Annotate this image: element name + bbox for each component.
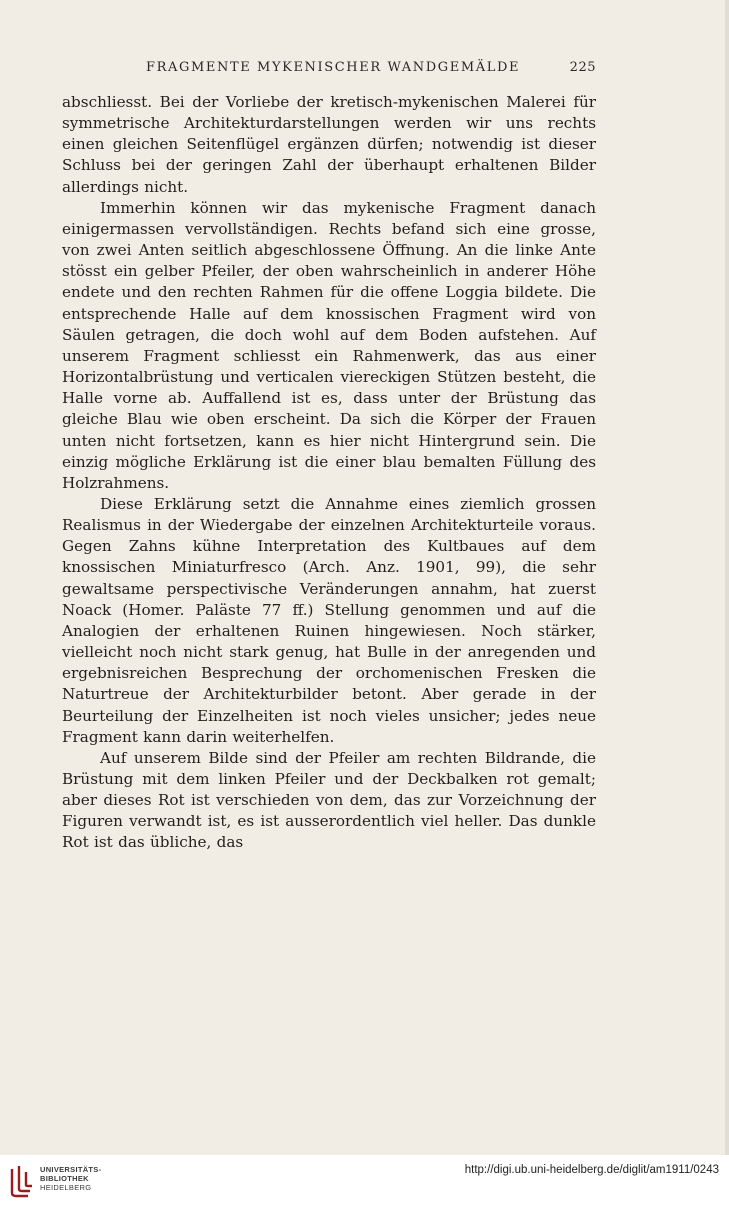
running-head <box>62 60 596 80</box>
library-name <box>40 1165 101 1192</box>
university-library-logo-icon <box>6 1163 36 1199</box>
body-text <box>62 92 596 854</box>
paragraph-4: Auf unserem Bilde sind der Pfeiler am rechten Bildrande, die Brüstung mit dem linken Pfeiler und der Deckbalken rot gemalt; aber dieses Rot ist verschieden von dem, das zur Vorzeichnung der Figuren verwandt ist, es ist ausserordentlich viel heller. Das dunkle Rot ist das übliche, das <box>62 748 596 852</box>
paragraph-1: abschliesst. Bei der Vorliebe der kretisch-mykenischen Malerei für symmetrische Architekturdarstellungen werden wir uns rechts einen gleichen Seitenflügel ergänzen dürfen; notwendig ist dieser Schluss bei der geringen Zahl der überhaupt erhaltenen Bilder allerdings nicht. <box>62 93 596 196</box>
running-title: FRAGMENTE MYKENISCHER WANDGEMÄLDE <box>146 60 521 75</box>
library-name-line-1: UNIVERSITÄTS- <box>40 1165 102 1174</box>
paragraph-3: Diese Erklärung setzt die Annahme eines ziemlich grossen Realismus in der Wiedergabe der einzelnen Architekturteile voraus. Gegen Zahns kühne Interpretation des Kultbaues auf dem knossischen Miniaturfresco (Arch. Anz. 1901, 99), die sehr gewaltsame perspectivische Veränderungen annahm, hat zuerst Noack (Homer. Paläste 77 ff.) Stellung genommen und auf die Analogien der erhaltenen Ruinen hingewiesen. Noch stärker, vielleicht noch nicht stark genug, hat Bulle in der anregenden und ergebnisreichen Besprechung der orchomenischen Fresken die Naturtreue der Architekturbilder betont. Aber gerade in der Beurteilung der Einzelheiten ist noch vieles unsicher; jedes neue Fragment kann darin weiterhelfen. <box>62 494 596 746</box>
library-name-line-3: HEIDELBERG <box>40 1183 92 1192</box>
page-number: 225 <box>569 60 596 75</box>
citation-url-link[interactable]: http://digi.ub.uni-heidelberg.de/diglit/am1911/0243 <box>464 1164 719 1176</box>
page-edge <box>725 0 729 1155</box>
footer-bar <box>0 1155 729 1207</box>
library-name-line-2: BIBLIOTHEK <box>40 1174 89 1183</box>
paragraph-2: Immerhin können wir das mykenische Fragment danach einigermassen vervollständigen. Rechts befand sich eine grosse, von zwei Anten seitlich abgeschlossene Öffnung. An die linke Ante stösst ein gelber Pfeiler, der oben wahrscheinlich in anderer Höhe endete und den rechten Rahmen für die offene Loggia bildete. Die entsprechende Halle auf dem knossischen Fragment wird von Säulen getragen, die doch wohl auf dem Boden aufstehen. Auf unserem Fragment schliesst ein Rahmenwerk, das aus einer Horizontalbrüstung und verticalen viereckigen Stützen besteht, die Halle vorne ab. Auffallend ist es, dass unter der Brüstung das gleiche Blau wie oben erscheint. Da sich die Körper der Frauen unten nicht fortsetzen, kann es hier nicht Hintergrund sein. Die einzig mögliche Erklärung ist die einer blau bemalten Füllung des Holzrahmens. <box>62 198 596 492</box>
